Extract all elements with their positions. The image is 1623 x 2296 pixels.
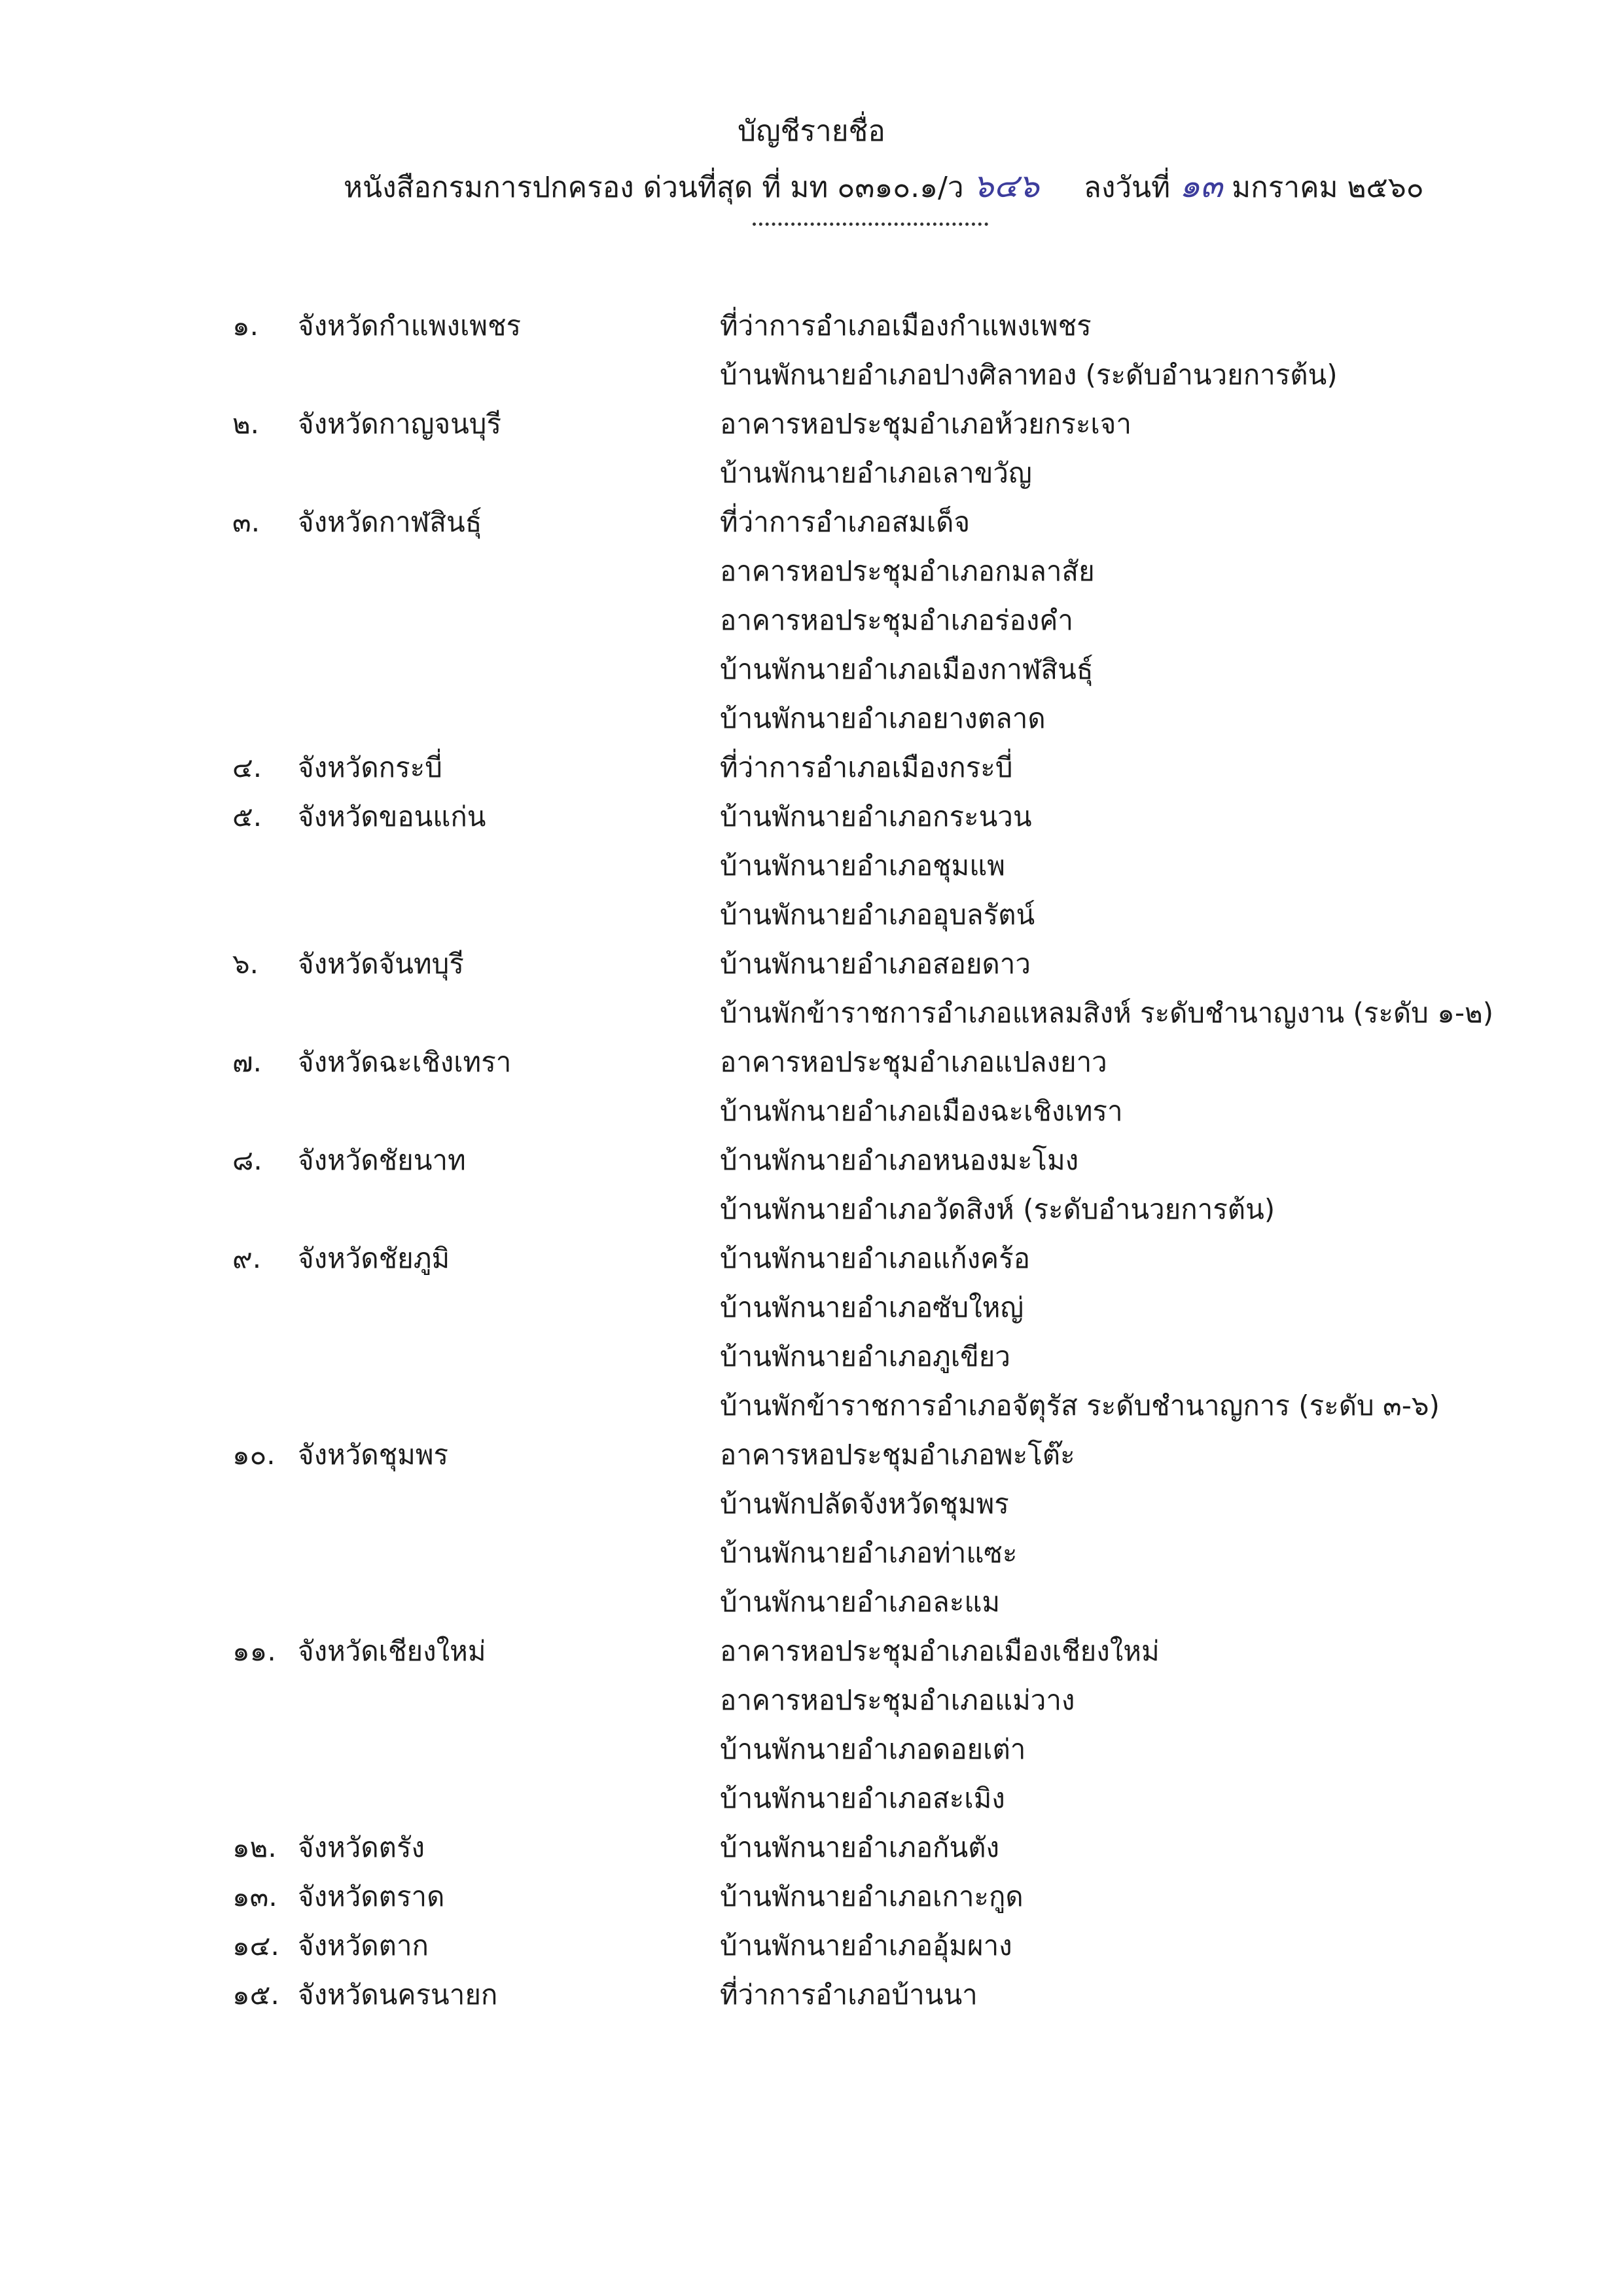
- item-number: ๑๓.: [232, 1880, 277, 1912]
- location-name: บ้านพักนายอำเภอดอยเต่า: [720, 1733, 1026, 1765]
- list-item: [0, 1973, 1623, 2022]
- list-item: [0, 1384, 1623, 1433]
- list-item: [0, 795, 1623, 844]
- location-name: อาคารหอประชุมอำเภอกมลาสัย: [720, 555, 1095, 587]
- item-number: ๑๒.: [232, 1831, 277, 1863]
- list-item: [0, 746, 1623, 795]
- list-item: [0, 403, 1623, 451]
- province-name: จังหวัดขอนแก่น: [298, 800, 486, 833]
- item-number: ๑๑.: [232, 1635, 276, 1667]
- province-name: จังหวัดฉะเชิงเทรา: [298, 1046, 512, 1078]
- province-name: จังหวัดจันทบุรี: [298, 948, 464, 980]
- province-name: จังหวัดตรัง: [298, 1831, 425, 1863]
- document-subtitle: [344, 160, 1424, 212]
- list-item: [0, 893, 1623, 942]
- location-name: บ้านพักข้าราชการอำเภอแหลมสิงห์ ระดับชำนาญงาน (ระดับ ๑-๒): [720, 997, 1494, 1029]
- item-number: ๒.: [232, 408, 260, 440]
- item-number: ๑๔.: [232, 1929, 279, 1962]
- document-title: บัญชีรายชื่อ: [738, 115, 885, 148]
- location-name: บ้านพักนายอำเภอกันตัง: [720, 1831, 999, 1863]
- location-name: บ้านพักนายอำเภอหนองมะโมง: [720, 1144, 1079, 1176]
- item-number: ๑.: [232, 310, 259, 342]
- list-item: [0, 501, 1623, 549]
- location-name: บ้านพักนายอำเภอเมืองกาฬสินธุ์: [720, 653, 1094, 685]
- list-item: [0, 844, 1623, 893]
- list-item: [0, 942, 1623, 991]
- location-name: อาคารหอประชุมอำเภอพะโต๊ะ: [720, 1439, 1075, 1471]
- list-item: [0, 1924, 1623, 1973]
- list-item: [0, 1482, 1623, 1531]
- province-name: จังหวัดตาก: [298, 1929, 429, 1962]
- province-name: จังหวัดตราด: [298, 1880, 445, 1912]
- province-name: จังหวัดเชียงใหม่: [298, 1635, 486, 1667]
- location-name: บ้านพักนายอำเภอยางตลาด: [720, 702, 1046, 734]
- location-name: บ้านพักนายอำเภอละแม: [720, 1586, 1001, 1618]
- list-item: [0, 1826, 1623, 1874]
- location-name: บ้านพักนายอำเภอภูเขียว: [720, 1340, 1010, 1372]
- location-name: บ้านพักนายอำเภอซับใหญ่: [720, 1291, 1024, 1323]
- list-item: [0, 1286, 1623, 1335]
- list-item: [0, 992, 1623, 1040]
- province-name: จังหวัดชัยนาท: [298, 1144, 466, 1176]
- province-name: จังหวัดชุมพร: [298, 1439, 449, 1471]
- list-item: [0, 1335, 1623, 1384]
- location-name: บ้านพักนายอำเภอสะเมิง: [720, 1782, 1005, 1814]
- item-number: ๘.: [232, 1144, 262, 1176]
- province-name: จังหวัดนครนายก: [298, 1979, 498, 2011]
- list-item: [0, 1777, 1623, 1825]
- province-name: จังหวัดกาญจนบุรี: [298, 408, 502, 440]
- list-item: [0, 1188, 1623, 1236]
- list-item: [0, 550, 1623, 598]
- province-name: จังหวัดกำแพงเพชร: [298, 310, 522, 342]
- location-name: บ้านพักนายอำเภอเกาะกูด: [720, 1880, 1024, 1912]
- location-name: บ้านพักนายอำเภออุบลรัตน์: [720, 899, 1035, 931]
- province-name: จังหวัดชัยภูมิ: [298, 1242, 450, 1274]
- item-number: ๗.: [232, 1046, 262, 1078]
- item-number: ๔.: [232, 751, 262, 783]
- location-name: อาคารหอประชุมอำเภอร่องคำ: [720, 604, 1073, 636]
- list-item: [0, 452, 1623, 500]
- list-item: [0, 304, 1623, 353]
- handwritten-document-number: ๖๔๖: [972, 167, 1039, 205]
- location-name: บ้านพักนายอำเภอปางศิลาทอง (ระดับอำนวยการต้น): [720, 359, 1338, 391]
- handwritten-day: ๑๓: [1179, 167, 1223, 205]
- list-item: [0, 1041, 1623, 1089]
- list-item: [0, 1630, 1623, 1678]
- location-name: อาคารหอประชุมอำเภอแม่วาง: [720, 1684, 1075, 1716]
- location-name: บ้านพักนายอำเภออุ้มผาง: [720, 1929, 1012, 1962]
- list-item: [0, 1581, 1623, 1629]
- list-item: [0, 1679, 1623, 1727]
- location-name: บ้านพักนายอำเภอแก้งคร้อ: [720, 1242, 1030, 1274]
- item-number: ๓.: [232, 506, 260, 538]
- location-name: บ้านพักนายอำเภอเมืองฉะเชิงเทรา: [720, 1095, 1123, 1127]
- location-name: อาคารหอประชุมอำเภอเมืองเชียงใหม่: [720, 1635, 1160, 1667]
- province-name: จังหวัดกาฬสินธุ์: [298, 506, 482, 538]
- location-name: ที่ว่าการอำเภอบ้านนา: [720, 1979, 978, 2011]
- location-name: บ้านพักนายอำเภอสอยดาว: [720, 948, 1031, 980]
- location-name: ที่ว่าการอำเภอเมืองกำแพงเพชร: [720, 310, 1092, 342]
- date-label: ลงวันที่: [1083, 171, 1171, 204]
- list-item: [0, 353, 1623, 402]
- location-name: บ้านพักนายอำเภอกระนวน: [720, 800, 1032, 833]
- item-number: ๖.: [232, 948, 259, 980]
- location-name: บ้านพักข้าราชการอำเภอจัตุรัส ระดับชำนาญการ (ระดับ ๓-๖): [720, 1390, 1440, 1422]
- item-number: ๑๐.: [232, 1439, 276, 1471]
- location-name: บ้านพักนายอำเภอเลาขวัญ: [720, 457, 1032, 489]
- location-name: อาคารหอประชุมอำเภอแปลงยาว: [720, 1046, 1107, 1078]
- item-number: ๕.: [232, 800, 262, 833]
- list-item: [0, 1875, 1623, 1924]
- list-item: [0, 1139, 1623, 1187]
- month-year: มกราคม ๒๕๖๐: [1232, 171, 1424, 204]
- item-number: ๙.: [232, 1242, 262, 1274]
- list-item: [0, 1532, 1623, 1580]
- list-item: [0, 1090, 1623, 1138]
- location-name: บ้านพักนายอำเภอชุมแพ: [720, 850, 1005, 882]
- location-name: ที่ว่าการอำเภอเมืองกระบี่: [720, 751, 1013, 783]
- list-item: [0, 648, 1623, 696]
- location-name: บ้านพักปลัดจังหวัดชุมพร: [720, 1488, 1009, 1520]
- list-item: [0, 1728, 1623, 1776]
- subtitle-prefix: หนังสือกรมการปกครอง ด่วนที่สุด ที่ มท ๐๓๑๐.๑/ว: [344, 171, 964, 204]
- location-name: ที่ว่าการอำเภอสมเด็จ: [720, 506, 971, 538]
- list-item: [0, 697, 1623, 745]
- location-name: บ้านพักนายอำเภอวัดสิงห์ (ระดับอำนวยการต้น): [720, 1193, 1275, 1225]
- location-name: บ้านพักนายอำเภอท่าแซะ: [720, 1537, 1018, 1569]
- list-item: [0, 1237, 1623, 1285]
- list-item: [0, 599, 1623, 647]
- item-number: ๑๕.: [232, 1979, 279, 2011]
- province-name: จังหวัดกระบี่: [298, 751, 442, 783]
- location-name: อาคารหอประชุมอำเภอห้วยกระเจา: [720, 408, 1132, 440]
- dotted-separator: [753, 223, 988, 226]
- list-item: [0, 1433, 1623, 1482]
